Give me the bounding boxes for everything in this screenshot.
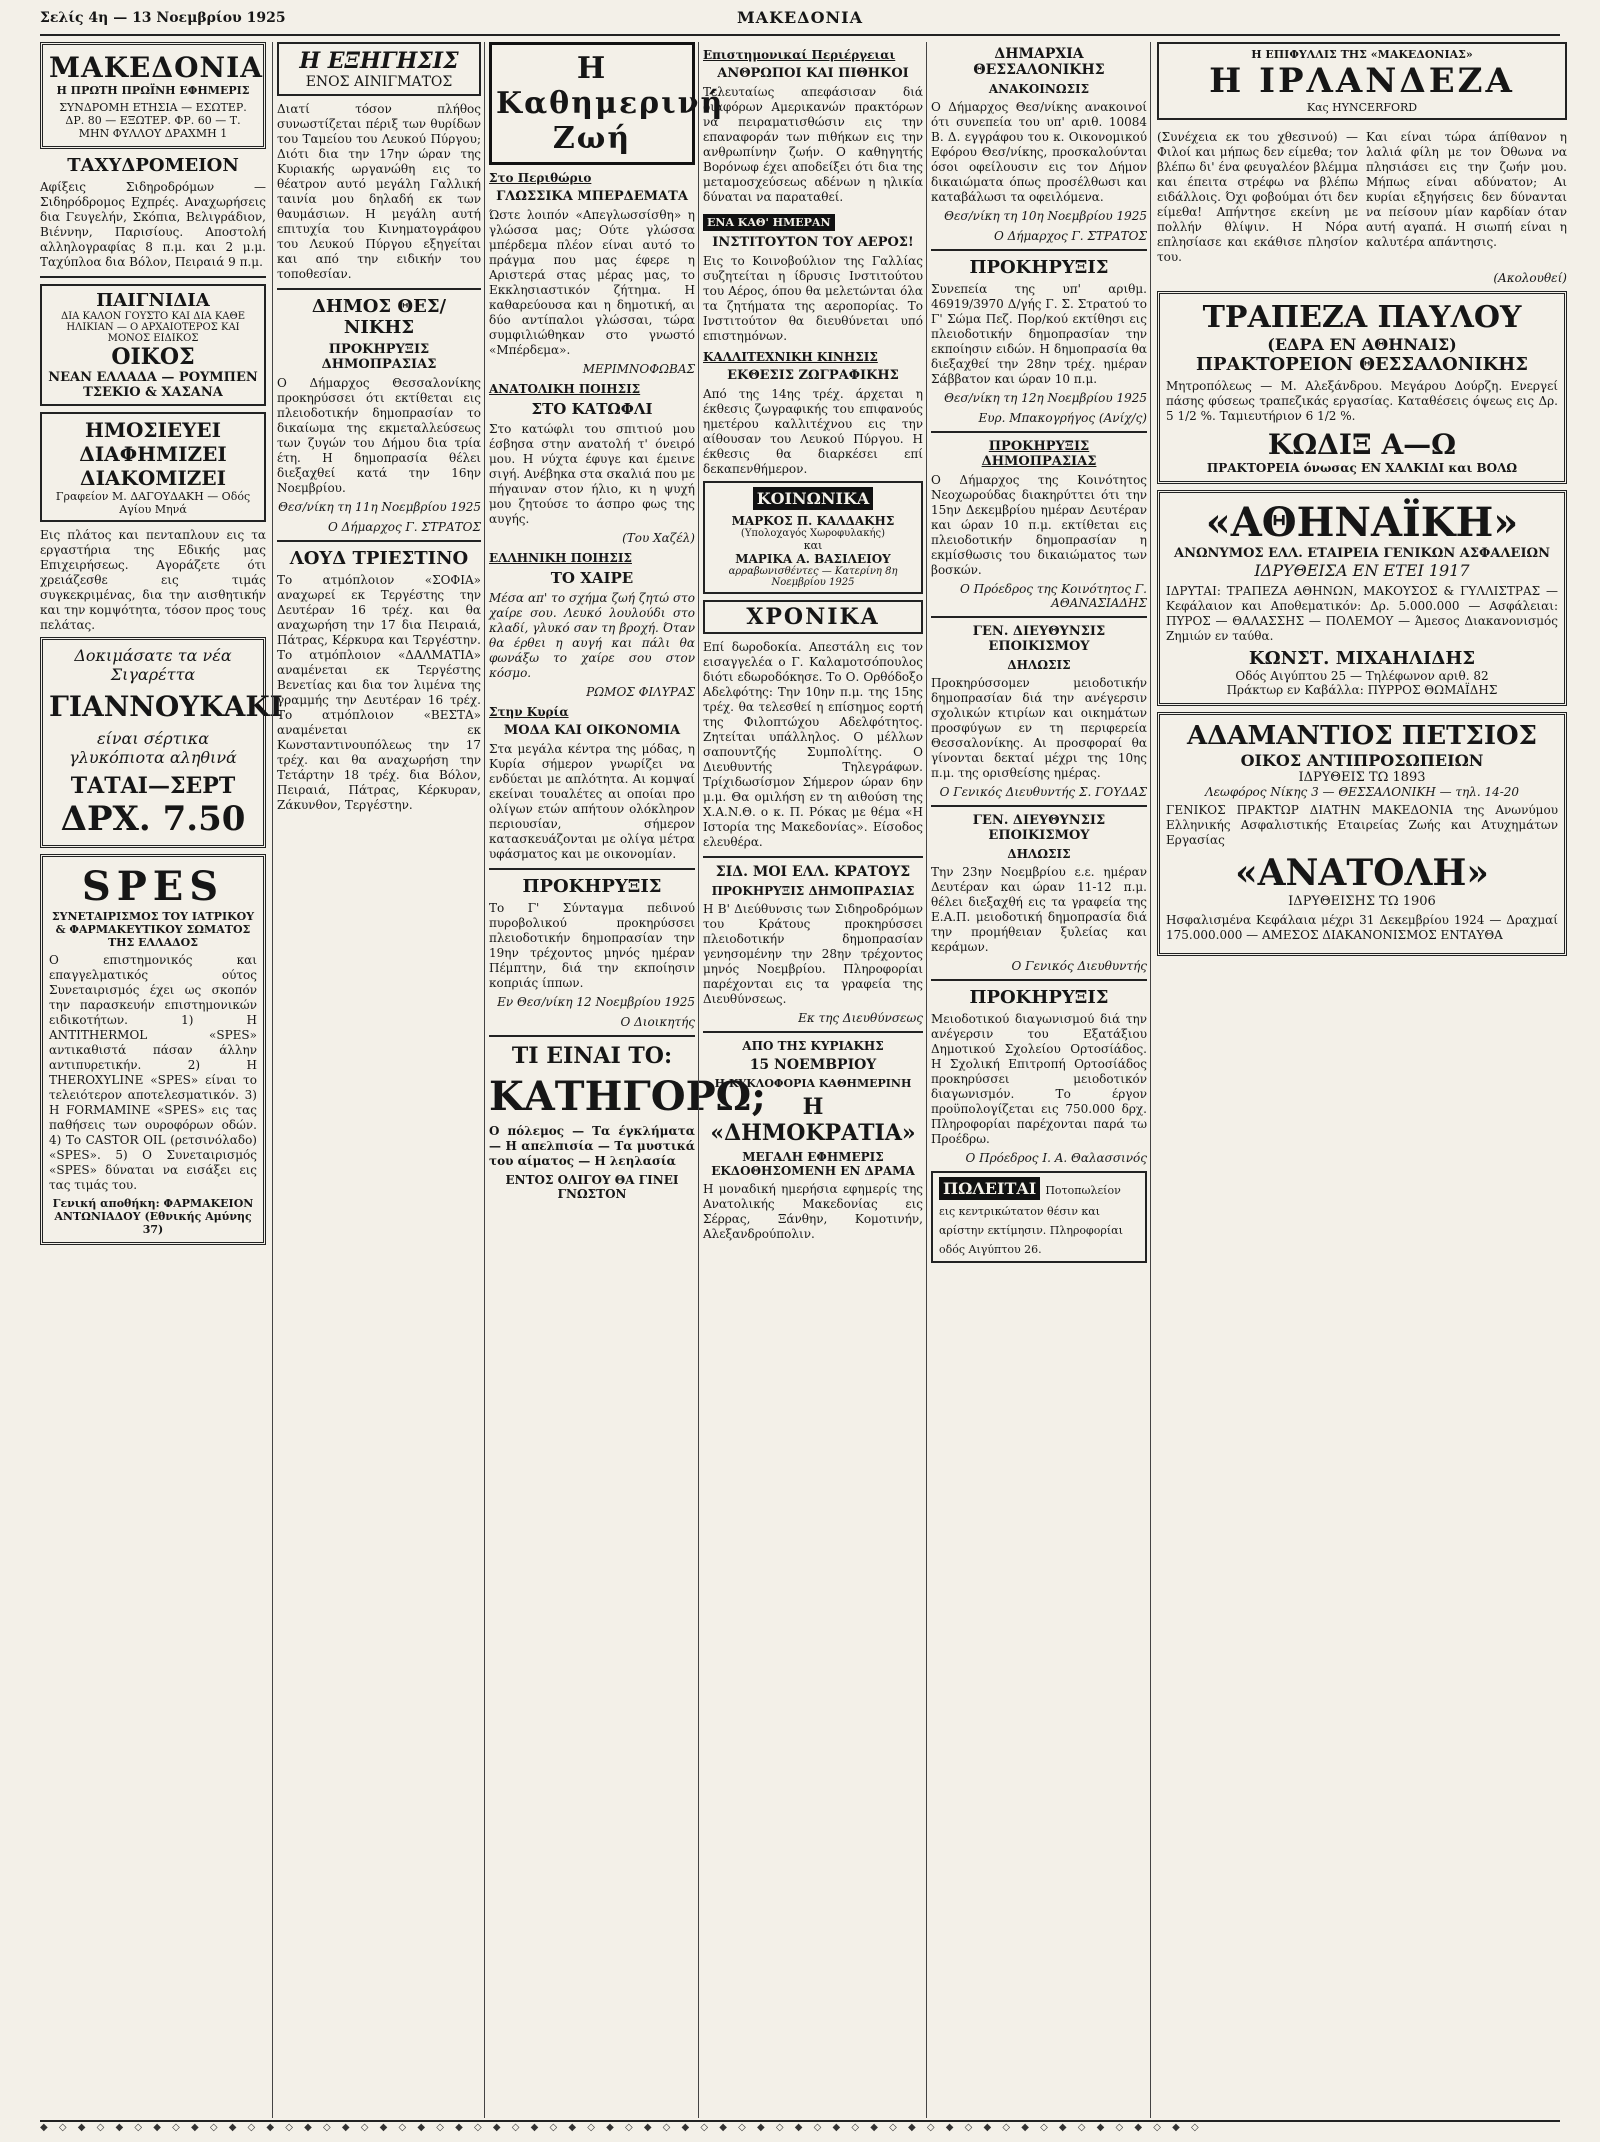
bank-sub: (ΕΔΡΑ ΕΝ ΑΘΗΝΑΙΣ) — [1267, 335, 1457, 354]
spes-sub: ΣΥΝΕΤΑΙΡΙΣΜΟΣ ΤΟΥ ΙΑΤΡΙΚΟΥ & ΦΑΡΜΑΚΕΥΤΙΚΟΥ ΣΩΜΑΤΟΣ ΤΗΣ ΕΛΛΑΔΟΣ — [51, 910, 255, 949]
cig-price: ΔΡΧ. 7.50 — [60, 799, 246, 839]
notice-signature: Ο Δήμαρχος Γ. ΣΤΡΑΤΟΣ — [327, 520, 481, 534]
sunday-date: 15 ΝΟΕΜΒΡΙΟΥ — [749, 1057, 877, 1073]
feuilleton-body — [1157, 126, 1567, 269]
page-header — [40, 6, 1560, 36]
article-text: Διατί τόσον πλήθος συνωστίζεται πέριξ των θυρίδων του Ταμείου του Λευκού Πύργου; Διότι δια την 17ην ώραν της Κυριακής ωργανώθη εις το θέατρον αυτό μεγάλη Γαλλική ταινία μου δηλαδή εκ των θαυμάσιων. Η μεγάλη αυτή επιτυχία του Κινηματογράφου του Λευκού Πύργου εξηγείται και από την ειδικήν του τοποθεσίαν. — [277, 102, 481, 281]
section-kicker: ΕΛΛΗΝΙΚΗ ΠΟΙΗΣΙΣ — [489, 551, 632, 565]
notice-signature: Ο Πρόεδρος της Κοινότητος Γ. ΑΘΑΝΑΣΙΑΔΗΣ — [959, 582, 1147, 610]
spes-footer: Γενική αποθήκη: ΦΑΡΜΑΚΕΙΟΝ ΑΝΤΩΝΙΑΔΟΥ (Εθνικής Αμύνης 37) — [52, 1197, 254, 1236]
spes-title: SPES — [81, 863, 225, 910]
divider — [40, 276, 266, 278]
ad-agency-office: Γραφείον Μ. ΔΑΓΟΥΔΑΚΗ — Οδός Αγίου Μηνά — [55, 490, 251, 516]
notice-text: Ο Δήμαρχος Θεσσαλονίκης προκηρύσσει ότι εκτίθεται εις πλειοδοτικήν δημοπρασίαν το δικαίωμα της εκμεταλλεύσεως των ζυγών του Δήμου δια τρία έτη. Η δημοπρασία θέλει διεξαχθεί κατά την 16ην Νοεμβρίου. — [277, 376, 481, 495]
feuilleton-header — [1157, 42, 1567, 120]
article-explanation — [277, 42, 481, 96]
notice-signature: Εκ της Διευθύνσεως — [798, 1011, 923, 1025]
agency-sub: ΟΙΚΟΣ ΑΝΤΙΠΡΟΣΩΠΕΙΩΝ — [1240, 751, 1484, 770]
notice-title: ΓΕΝ. ΔΙΕΥΘΥΝΣΙΣ ΕΠΟΙΚΙΣΜΟΥ — [972, 624, 1106, 654]
spes-text: Ο επιστημονικός και επαγγελματικός ούτος Συνεταιρισμός έχει ως σκοπόν την παρασκευήν επιστημονικών ειδικοτήτων. 1) Η ANTITHERMOL «SPES» αντικαθιστά πάσαν άλλην αντιπυρετικήν. 2) Η THEROXYLINE «SPES» είναι το τελειότερον αποτελεσματικόν. 3) Η FORMAMINE «SPES» εις τας παθήσεις των ουροφόρων οδών. 4) Το CASTOR OIL (ρετσινόλαδο) «SPES». 5) Ο Συνεταιρισμός «SPES» δύναται να εισάξει εις τας τιμάς του. — [49, 953, 257, 1192]
section-masthead: Η Καθημερινή Ζωή — [489, 42, 695, 165]
social-heading: ΚΟΙΝΩΝΙΚΑ — [753, 487, 874, 510]
bank-text: Μητροπόλεως — Μ. Αλεξάνδρου. Μεγάρου Δούρζη. Ενεργεί πάσης φύσεως τραπεζικάς εργασίας. Καταθέσεις όψεως εις Δρ. 5 1/2 %. Ταμιευτήριον 6 1/2 %. — [1166, 379, 1558, 423]
divider — [931, 249, 1147, 251]
feuilleton-author: Κας ΗΥΝCERFORD — [1306, 101, 1418, 114]
bank-branch: ΠΡΑΚΤΟΡΕΙΟΝ ΘΕΣΣΑΛΟΝΙΚΗΣ — [1195, 354, 1528, 375]
divider — [489, 1035, 695, 1037]
divider — [931, 805, 1147, 807]
notice-title: ΠΡΟΚΗΡΥΞΙΣ ΔΗΜΟΠΡΑΣΙΑΣ — [981, 439, 1097, 469]
column-2 — [272, 42, 481, 2118]
notice-date: Θεσ/νίκη τη 12η Νοεμβρίου 1925 — [944, 391, 1147, 405]
divider — [489, 868, 695, 870]
notice-text: Την 23ην Νοεμβρίου ε.ε. ημέραν Δευτέραν και ώραν 11-12 π.μ. θέλει διεξαχθή εις τα γραφεία της Ε.Α.Π. μειοδοτική δημοπρασία διά την προμήθειαν ξυλείας και κεράμων. — [931, 865, 1147, 954]
column-3 — [484, 42, 767, 2118]
promo-title: ΤΙ ΕΙΝΑΙ ΤΟ: — [511, 1043, 673, 1069]
poem-signature: (Του Χαζέλ) — [622, 531, 695, 545]
anatoli-text: Ησφαλισμένα Κεφάλαια μέχρι 31 Δεκεμβρίου 1924 — Δραχμαί 175.000.000 — ΑΜΕΣΟΣ ΔΙΑΚΑΝΟΝΙΣΜΟΣ ΕΝΤΑΥΘΑ — [1166, 913, 1558, 942]
article-title: ΕΚΘΕΣΙΣ ΖΩΓΡΑΦΙΚΗΣ — [727, 368, 899, 383]
paper-text: Η μοναδική ημερήσια εφημερίς της Ανατολικής Μακεδονίας εις Σέρρας, Ξάνθην, Κομοτινήν, Αλεξανδρούπολιν. — [703, 1182, 923, 1241]
bank-code: ΚΩΔΙΞ Α—Ω — [1267, 428, 1457, 461]
newspaper-title: ΜΑΚΕΔΟΝΙΑ — [736, 8, 864, 27]
notice-subtitle: ΔΗΛΩΣΙΣ — [1007, 847, 1071, 861]
insurance-ad — [1157, 490, 1567, 706]
insurance-address: Οδός Αιγύπτου 25 — Τηλέφωνον αριθ. 82 — [1235, 669, 1489, 683]
agency-year: ΙΔΡΥΘΕΙΣ ΤΩ 1893 — [1298, 770, 1426, 785]
cig-product: ΤΑΤΑΙ—ΣΕΡΤ — [70, 773, 236, 799]
wedding-name: ΜΑΡΙΚΑ Α. ΒΑΣΙΛΕΙΟΥ — [735, 552, 891, 566]
toys-sub: ΔΙΑ ΚΑΛΟΝ ΓΟΥΣΤΟ ΚΑΙ ΔΙΑ ΚΑΘΕ ΗΛΙΚΙΑΝ — Ο ΑΡΧΑΙΟΤΕΡΟΣ ΚΑΙ ΜΟΝΟΣ ΕΙΔΙΚΟΣ — [60, 311, 246, 344]
notice-title: ΠΡΟΚΗΡΥΞΙΣ — [969, 987, 1109, 1008]
feuilleton-text: Και είναι τώρα άπίθανον η λαλιά φίλη με τον Όθωνα να πλησιάσει εις την ζωήν μου. Μήπως είναι αδύνατον; Αι κυρίαι εξηγήσεις δεν δύνανται να πείσουν μίαν καρδίαν όταν αυτή αγαπά. Η σιωπή είναι η καλυτέρα απάντησις. — [1366, 130, 1567, 249]
ad-agency-title: ΗΜΟΣΙΕΥΕΙ ΔΙΑΦΗΜΙΖΕΙ ΔΙΑΚΟΜΙΖΕΙ — [79, 418, 227, 490]
insurance-sub: ΑΝΩΝΥΜΟΣ ΕΛΛ. ΕΤΑΙΡΕΙΑ ΓΕΝΙΚΩΝ ΑΣΦΑΛΕΙΩΝ — [1174, 546, 1550, 561]
article-text: Από της 14ης τρέχ. άρχεται η έκθεσις ζωγραφικής του επιφανούς ημετέρου καλλιτέχνου εις την αίθουσαν του Λευκού Πύργου. Η έκθεσις θα διαρκέσει επί δεκαπενθήμερον. — [703, 387, 923, 476]
classified-text: Ποτοπωλείον εις κεντρικώτατον θέσιν και αρίστην εκτίμησιν. Πληροφορίαι οδός Αιγύπτου 26. — [939, 1184, 1123, 1256]
notice-signature: Ο Γενικός Διευθυντής Σ. ΓΟΥΔΑΣ — [939, 785, 1147, 799]
feuilleton-title: Η ΙΡΛΑΝΔΕΖΑ — [1209, 61, 1515, 101]
bank-title: ΤΡΑΠΕΖΑ ΠΑΥΛΟΥ — [1202, 300, 1522, 335]
insurance-kavala: Πράκτωρ εν Καβάλλα: ΠΥΡΡΟΣ ΘΩΜΑΪΔΗΣ — [1226, 683, 1498, 697]
notice-subtitle: ΑΝΑΚΟΙΝΩΣΙΣ — [988, 82, 1090, 96]
notice-subtitle: ΔΗΛΩΣΙΣ — [1007, 658, 1071, 672]
anatoli-title: «ΑΝΑΤΟΛΗ» — [1235, 852, 1489, 894]
masthead-title: ΜΑΚΕΔΟΝΙΑ — [49, 51, 263, 84]
notice-signature: Ο Δήμαρχος Γ. ΣΤΡΑΤΟΣ — [993, 229, 1147, 243]
chronicle-text: Επί δωροδοκία. Απεστάλη εις τον εισαγγελέα ο Γ. Καλαμοτσόπουλος διότι εδωροδόκησε. Το Ο. Ορθόδοξο Αδελφότης: Την 10ην π.μ. της 15ης τρέχ. θα τελεσθεί η επίσημος εορτή της Φιλοπτώχου Αδελφότητος. Ζητείται υπάλληλος. Ο μέλλων σαπουντζής Συμπολίτης. Ο Διευθυντής Τηλεγράφων. Τρίχιδωσίσμον Σήμερον ώραν 6ην μ.μ. Θα ομιλήση εν τη αιθούση της Χ.Α.Ν.Θ. ο κ. Π. Ρόκας με θέμα «Η Ιστορία της Μακεδονίας». Είσοδος ελευθέρα. — [703, 640, 923, 849]
notice-text: Προκηρύσσομεν μειοδοτικήν δημοπρασίαν διά την ανέγερσιν σχολικών κτιρίων και οικημάτων προσφύγων εν τη περιφερεία Θεσσαλονίκης. Αι προσφοραί θα γίνονται δεκταί μέχρι της 10ης π.μ. της ορισθείσης ημέρας. — [931, 676, 1147, 780]
anatoli-year: ΙΔΡΥΘΕΙΣΗΣ ΤΩ 1906 — [1288, 894, 1436, 909]
notice-subtitle: ΠΡΟΚΗΡΥΞΙΣ ΔΗΜΟΠΡΑΣΙΑΣ — [321, 342, 437, 372]
article-text: Εις το Κοινοβούλιον της Γαλλίας συζητείται η ίδρυσις Ινστιτούτου του Αέρος, όπου θα μελετώνται όλα τα ζητήματα της αεροπορίας. Το Ινστιτούτον θα διευθύνεται υπό επιστημόνων. — [703, 254, 923, 343]
column-5 — [926, 42, 1147, 2118]
social-box — [703, 481, 923, 594]
insurance-title: «ΑΘΗΝΑΪΚΗ» — [1205, 499, 1519, 546]
toys-title: ΠΑΙΓΝΙΔΙΑ — [96, 290, 210, 311]
notice-title: ΓΕΝ. ΔΙΕΥΘΥΝΣΙΣ ΕΠΟΙΚΙΣΜΟΥ — [972, 813, 1106, 843]
shipping-text: Το ατμόπλοιον «ΣΟΦΙΑ» αναχωρεί εκ Τεργέστης την Δευτέραν 16 τρέχ. και θα αναχωρήση την 17 δια Πειραιά, Πάτρας, Κέρκυρα και Τεργέστην. Το ατμόπλοιον «ΔΑΛΜΑΤΙΑ» αναμένεται εκ Τεργέστης Βενετίας και δια τον λιμένα της γραμμής την Δευτέραν 16 τρέχ. Το ατμόπλοιον «ΒΕΣΤΑ» αναμένεται εκ Κωνσταντινουπόλεως την 17 τρέχ. και θα αναχωρήση την Τετάρτην 18 τρέχ. δια Βόλον, Πειραιά, Πάτρας, Κέρκυραν, Ζάκυνθον, Τεργέστην. — [277, 573, 481, 812]
bank-ad — [1157, 291, 1567, 484]
article-text: Ώστε λοιπόν «Απεγλωσσίσθη» η γλώσσα μας; Ούτε γλώσσα μπέρδεμα πλέον είναι αυτό το πράγμα που μας έφερε η Αριστερά στας μέρας μας, το Εκκλησιαστικόν ζήτημα. Η καθαρεύουσα και η δημοτική, αι δύο αντίπαλοι γλώσσαι, τώρα συμφιλιώθηκαν στο γνωστό «Μπέρδεμα». — [489, 208, 695, 357]
divider — [931, 616, 1147, 618]
feuilleton-continued: (Ακολουθεί) — [1493, 271, 1567, 285]
daily-tag: ΕΝΑ ΚΑΘ' ΗΜΕΡΑΝ — [703, 214, 835, 231]
insurance-year: ΙΔΡΥΘΕΙΣΑ ΕΝ ΕΤΕΙ 1917 — [1254, 561, 1470, 580]
masthead-subtitle: Η ΠΡΩΤΗ ΠΡΩΪΝΗ ΕΦΗΜΕΡΙΣ — [56, 84, 250, 97]
paper-note: Η ΚΥΚΛΟΦΟΡΙΑ ΚΑΘΗΜΕΡΙΝΗ — [714, 1077, 912, 1090]
section-kicker: Επιστημονικαί Περιέργειαι — [703, 48, 896, 62]
section-kicker: ΚΑΛΛΙΤΕΧΝΙΚΗ ΚΙΝΗΣΙΣ — [703, 350, 878, 364]
notice-title: ΔΗΜΑΡΧΙΑ ΘΕΣΣΑΛΟΝΙΚΗΣ — [973, 46, 1105, 78]
column-6 — [1150, 42, 1567, 2118]
chronicle-heading: ΧΡΟΝΙΚΑ — [746, 604, 880, 630]
toys-ad — [40, 284, 266, 406]
notice-signature: Ευρ. Μπακογρήγος (Ανίχ/ς) — [978, 411, 1147, 425]
masthead-box — [40, 42, 266, 149]
divider — [931, 431, 1147, 433]
notice-title: ΔΗΜΟΣ ΘΕΣ/ΝΙΚΗΣ — [311, 296, 447, 338]
notice-text: Ο Δήμαρχος Θεσ/νίκης ανακοινοί ότι συνεπεία του υπ' αριθ. 10084 Β. Δ. εγγράφου του κ. Οικονομικού Εφόρου Θεσ/νίκης, προσκαλούνται όσοι οφείλουσιν εις τον Δήμον δικαιώματα όπως προσέλθωσι και καταβάλωσι τα οφειλόμενα. — [931, 100, 1147, 204]
promo-text: Ο πόλεμος — Τα έγκλήματα — Η απελπισία — Τα μυστικά του αίματος — Η λεηλασία — [489, 1124, 695, 1168]
divider — [703, 856, 923, 858]
agency-text: ΓΕΝΙΚΟΣ ΠΡΑΚΤΩΡ ΔΙΑΤΗΝ ΜΑΚΕΔΟΝΙΑ της Ανωνύμου Ελληνικής Ασφαλιστικής Εταιρείας Ζωής και Ατυχημάτων Εργασίας — [1166, 803, 1558, 847]
subscription-info: ΣΥΝΔΡΟΜΗ ΕΤΗΣΙΑ — ΕΣΩΤΕΡ. ΔΡ. 80 — ΕΞΩΤΕΡ. ΦΡ. 60 — Τ. ΜΗΝ ΦΥΛΛΟΥ ΔΡΑΧΜΗ 1 — [59, 101, 247, 140]
promo-headline: ΚΑΤΗΓΟΡΩ; — [489, 1073, 767, 1120]
post-heading: ΤΑΧΥΔΡΟΜΕΙΟΝ — [67, 155, 239, 176]
notice-date: Εν Θεσ/νίκη 12 Νοεμβρίου 1925 — [497, 995, 695, 1009]
article-signature: ΜΕΡΙΜΝΟΦΩΒΑΣ — [582, 362, 695, 376]
notice-date: Θεσ/νίκη τη 11η Νοεμβρίου 1925 — [278, 500, 481, 514]
notice-title: ΣΙΔ. ΜΟΙ ΕΛΛ. ΚΡΑΤΟΥΣ — [715, 864, 911, 880]
notice-signature: Ο Διοικητής — [620, 1015, 695, 1029]
wedding-note: αρραβωνισθέντες — Κατερίνη 8η Νοεμβρίου 1925 — [728, 566, 898, 588]
notice-title: ΠΡΟΚΗΡΥΞΙΣ — [969, 257, 1109, 278]
poem-text: Στο κατώφλι του σπιτιού μου έσβησα στην ανατολή τ' όνειρό μου. Η νύχτα έφυγε και έμεινε σιγή. Ανέβηκα στα σκαλιά που με πήγαιναν στον ήλιο, κι η ψυχή μου ζητούσε το άσπρο φως της αυγής. — [489, 422, 695, 526]
ad-text: Εις πλάτος και πενταπλουν εις τα εργαστήρια της Εδικής μας Επιχειρήσεως. Αγοράζετε ότι χρειάζεσθε εις τιμάς συγκεκριμένας, δια την αισθητικήν και την κομψότητα, τόσον προς τους πελάτας. — [40, 528, 266, 632]
page-date: Σελίς 4η — 13 Νοεμβρίου 1925 — [40, 10, 286, 26]
notice-text: Ο Δήμαρχος της Κοινότητος Νεοχωρούδας διακηρύττει ότι την 15ην Δεκεμβρίου ημέραν Δευτέραν και ώραν 10 π.μ. εκτίθεται εις πλειοδοτικήν δημοπρασίαν η εκμίσθωσις του δικαιώματος των βοσκών. — [931, 473, 1147, 577]
notice-title: ΠΡΟΚΗΡΥΞΙΣ — [522, 876, 662, 897]
column-4 — [698, 42, 923, 2118]
article-title: ΓΛΩΣΣΙΚΑ ΜΠΕΡΔΕΜΑΤΑ — [496, 189, 688, 204]
poem-signature: ΡΩΜΟΣ ΦΙΛΥΡΑΣ — [586, 685, 695, 699]
wedding-rank: (Υπολοχαγός Χωροφυλακής) — [740, 528, 886, 539]
classified-tag: ΠΩΛΕΙΤΑΙ — [939, 1177, 1040, 1200]
column-1 — [40, 42, 283, 2118]
toys-owner: ΝΕΑΝ ΕΛΛΑΔΑ — ΡΟΥΜΠΕΝ ΤΣΕΚΙΟ & ΧΑΣΑΝΑ — [48, 370, 258, 400]
notice-signature: Ο Πρόεδρος Ι. Α. Θαλασσινός — [965, 1151, 1147, 1165]
article-text: Στα μεγάλα κέντρα της μόδας, η Κυρία σήμερον γνωρίζει να ενδύεται με απλότητα. Αι κομψαί εκείναι τουαλέτες αι οποίαι προ ολίγων ετών απήτουν ολόκληρον περιουσίαν, σήμερον κατασκευάζονται με ολίγα μέτρα υφάσματος και με οικονομίαν. — [489, 742, 695, 861]
agency-address: Λεωφόρος Νίκης 3 — ΘΕΣΣΑΛΟΝΙΚΗ — τηλ. 14-20 — [1204, 785, 1520, 799]
article-text: Τελευταίως απεφάσισαν διά διαφόρων Αμερικανών πρακτόρων να πειραματισθώσιν εις την επαναφοράν των πιθήκων εις την ανθρωπίνην ζωήν. Ο καθηγητής Βορόνωφ έχει αποδείξει ότι δια της μεταμοσχεύσεως αδένων η ηλικία δύναται να παραταθεί. — [703, 85, 923, 204]
ornamental-border: ◆ ◇ ◆ ◇ ◆ ◇ ◆ ◇ ◆ ◇ ◆ ◇ ◆ ◇ ◆ ◇ ◆ ◇ ◆ ◇ ◆ ◇ ◆ ◇ ◆ ◇ ◆ ◇ ◆ ◇ ◆ ◇ ◆ ◇ ◆ ◇ ◆ ◇ ◆ ◇ ◆ ◇ ◆ ◇ ◆ ◇ ◆ ◇ ◆ ◇ ◆ ◇ ◆ ◇ ◆ ◇ ◆ ◇ ◆ ◇ ◆ ◇ — [40, 2120, 1560, 2138]
insurance-text: ΙΔΡΥΤΑΙ: ΤΡΑΠΕΖΑ ΑΘΗΝΩΝ, ΜΑΚΟΥΣΟΣ & ΓΥΛΛΙΣΤΡΑΣ — Κεφάλαιον και Αποθεματικόν: Δρ. 5.000.000 — Ασφάλειαι: ΠΥΡΟΣ — ΘΑΛΑΣΣΗΣ — ΠΟΛΕΜΟΥ — Άμεσος Διακανονισμός Ζημιών εν ταύθα. — [1166, 584, 1558, 643]
feuilleton-kicker: Η ΕΠΙΦΥΛΛΙΣ ΤΗΣ «ΜΑΚΕΔΟΝΙΑΣ» — [1251, 48, 1473, 61]
ad-agency — [40, 412, 266, 522]
bank-footer: ΠΡΑΚΤΟΡΕΙΑ όνωσας ΕΝ ΧΑΛΚΙΔΙ και ΒΟΛΩ — [1206, 461, 1518, 475]
insurance-agent: ΚΩΝΣΤ. ΜΙΧΑΗΛΙΔΗΣ — [1248, 648, 1476, 669]
sunday-label: ΑΠΟ ΤΗΣ ΚΥΡΙΑΚΗΣ — [742, 1039, 884, 1053]
divider — [703, 1031, 923, 1033]
article-title: Η ΕΞΗΓΗΣΙΣ — [299, 48, 459, 74]
classified-ad — [931, 1171, 1147, 1263]
article-title: ΑΝΘΡΩΠΟΙ ΚΑΙ ΠΙΘΗΚΟΙ — [717, 66, 909, 81]
shipping-title: ΛΟΥΔ ΤΡΙΕΣΤΙΝΟ — [289, 548, 469, 569]
notice-date: Θεσ/νίκη τη 10η Νοεμβρίου 1925 — [944, 209, 1147, 223]
chronicle-heading-box — [703, 600, 923, 634]
cig-slogan: είναι σέρτικα γλυκόπιοτα αληθινά — [69, 729, 237, 767]
agency-title: ΑΔΑΜΑΝΤΙΟΣ ΠΕΤΣΙΟΣ — [1186, 721, 1538, 751]
divider — [277, 540, 481, 542]
post-text: Αφίξεις Σιδηροδρόμων — Σιδηρόδρομος Εχπρές. Αναχωρήσεις δια Γευγελήν, Σκόπια, Βελιγράδιον, Βιέννην, Παρισίους. Αποστολή αλληλογραφίας 8 π.μ. και 2 μ.μ. Ταχύπλοα δια Βόλον, Πειραιά 9 π.μ. — [40, 180, 266, 269]
section-kicker: ΑΝΑΤΟΛΙΚΗ ΠΟΙΗΣΙΣ — [489, 382, 641, 396]
notice-text: Το Γ' Σύνταγμα πεδινού πυροβολικού προκηρύσσει πλειοδοτικήν δημοπρασίαν την 19ην τρέχοντος μηνός ημέραν Πέμπτην, διά την εκποίησιν κοπριάς ίππων. — [489, 901, 695, 990]
divider — [931, 979, 1147, 981]
notice-text: Συνεπεία της υπ' αριθμ. 46919/3970 Δ/γής Γ. Σ. Στρατού το Γ' Σώμα Πεζ. Πορ/κού εκτίθησι εις πλειοδοτικήν δημοπρασίαν την εκποίησιν ειδών. Η δημοπρασία θα διεξαχθεί την 28ην τρέχ. ημέραν Σάββατον και ώραν 10 π.μ. — [931, 282, 1147, 386]
promo-note: ΕΝΤΟΣ ΟΛΙΓΟΥ ΘΑ ΓΙΝΕΙ ΓΝΩΣΤΟΝ — [505, 1173, 679, 1201]
notice-text: Η Β' Διεύθυνσις των Σιδηροδρόμων του Κράτους προκηρύσσει πλειοδοτικήν δημοπρασίαν γενησομένην την 28ην τρέχοντος μηνός Νοεμβρίου. Πληροφορίαι παρέχονται εις τα γραφεία της Διευθύνσεως. — [703, 902, 923, 1006]
spes-ad — [40, 854, 266, 1245]
feuilleton-text: (Συνέχεια εκ του χθεσινού) — Φιλοί και μήπως δεν είμεθα; τον βλέπω δι' ένα φευγαλέον βλέμμα και έπειτα στρέφω να βλέπω ειδάλλοις. Όχι φοβούμαι ότι δεν είμεθα! Απήντησε εκείνη με πολλήν θλίψιν. Η Νόρα επλησίασε και εκάθισε πλησίον του. — [1157, 130, 1358, 264]
cig-title: Δοκιμάσατε τα νέα Σιγαρέττα — [74, 646, 232, 684]
divider — [277, 288, 481, 290]
notice-text: Μειοδοτικού διαγωνισμού διά την ανέγερσιν του Εξατάξιου Δημοτικού Σχολείου Ορτοσίάδος. Η Σχολική Επιτροπή Ορτοσίάδος προκηρύσσει μειοδοτικόν διαγωνισμόν. Το έργον προϋπολογίζεται εις 750.000 δρχ. Πληροφορίαι παρέχονται παρά τω Προέδρω. — [931, 1012, 1147, 1146]
section-kicker: Στην Κυρία — [489, 705, 569, 719]
poem-title: ΤΟ ΧΑΙΡΕ — [550, 569, 634, 587]
wedding-name: ΜΑΡΚΟΣ Π. ΚΑΛΔΑΚΗΣ — [731, 514, 895, 528]
article-subtitle: ΕΝΟΣ ΑΙΝΙΓΜΑΤΟΣ — [305, 74, 453, 90]
section-kicker: Στο Περιθώριο — [489, 171, 592, 185]
notice-subtitle: ΠΡΟΚΗΡΥΞΙΣ ΔΗΜΟΠΡΑΣΙΑΣ — [711, 884, 915, 898]
wedding-and: και — [803, 539, 823, 552]
poem-text: Μέσα απ' το σχήμα ζωή ζητώ στο χαίρε σου. Λευκό λουλούδι στο κλαδί, γλυκό σαν τη βροχή. Όταν θα έρθει η αυγή και πάλι θα φωνάξω το χαίρε σου στον κόσμο. — [489, 591, 695, 680]
toys-shop: ΟΙΚΟΣ — [111, 344, 195, 370]
cigarette-ad — [40, 637, 283, 848]
agency-ad — [1157, 712, 1567, 956]
article-title: ΙΝΣΤΙΤΟΥΤΟΝ ΤΟΥ ΑΕΡΟΣ! — [712, 235, 914, 250]
paper-subtitle: ΜΕΓΑΛΗ ΕΦΗΜΕΡΙΣ ΕΚΔΟΘΗΣΟΜΕΝΗ ΕΝ ΔΡΑΜΑ — [711, 1150, 915, 1178]
poem-title: ΣΤΟ ΚΑΤΩΦΛΙ — [531, 400, 653, 418]
paper-name: Η «ΔΗΜΟΚΡΑΤΙΑ» — [710, 1094, 916, 1146]
cig-brand: ΓΙΑΝΝΟΥΚΑΚΙ — [49, 690, 283, 723]
notice-signature: Ο Γενικός Διευθυντής — [1011, 959, 1147, 973]
article-title: ΜΟΔΑ ΚΑΙ ΟΙΚΟΝΟΜΙΑ — [503, 723, 681, 738]
